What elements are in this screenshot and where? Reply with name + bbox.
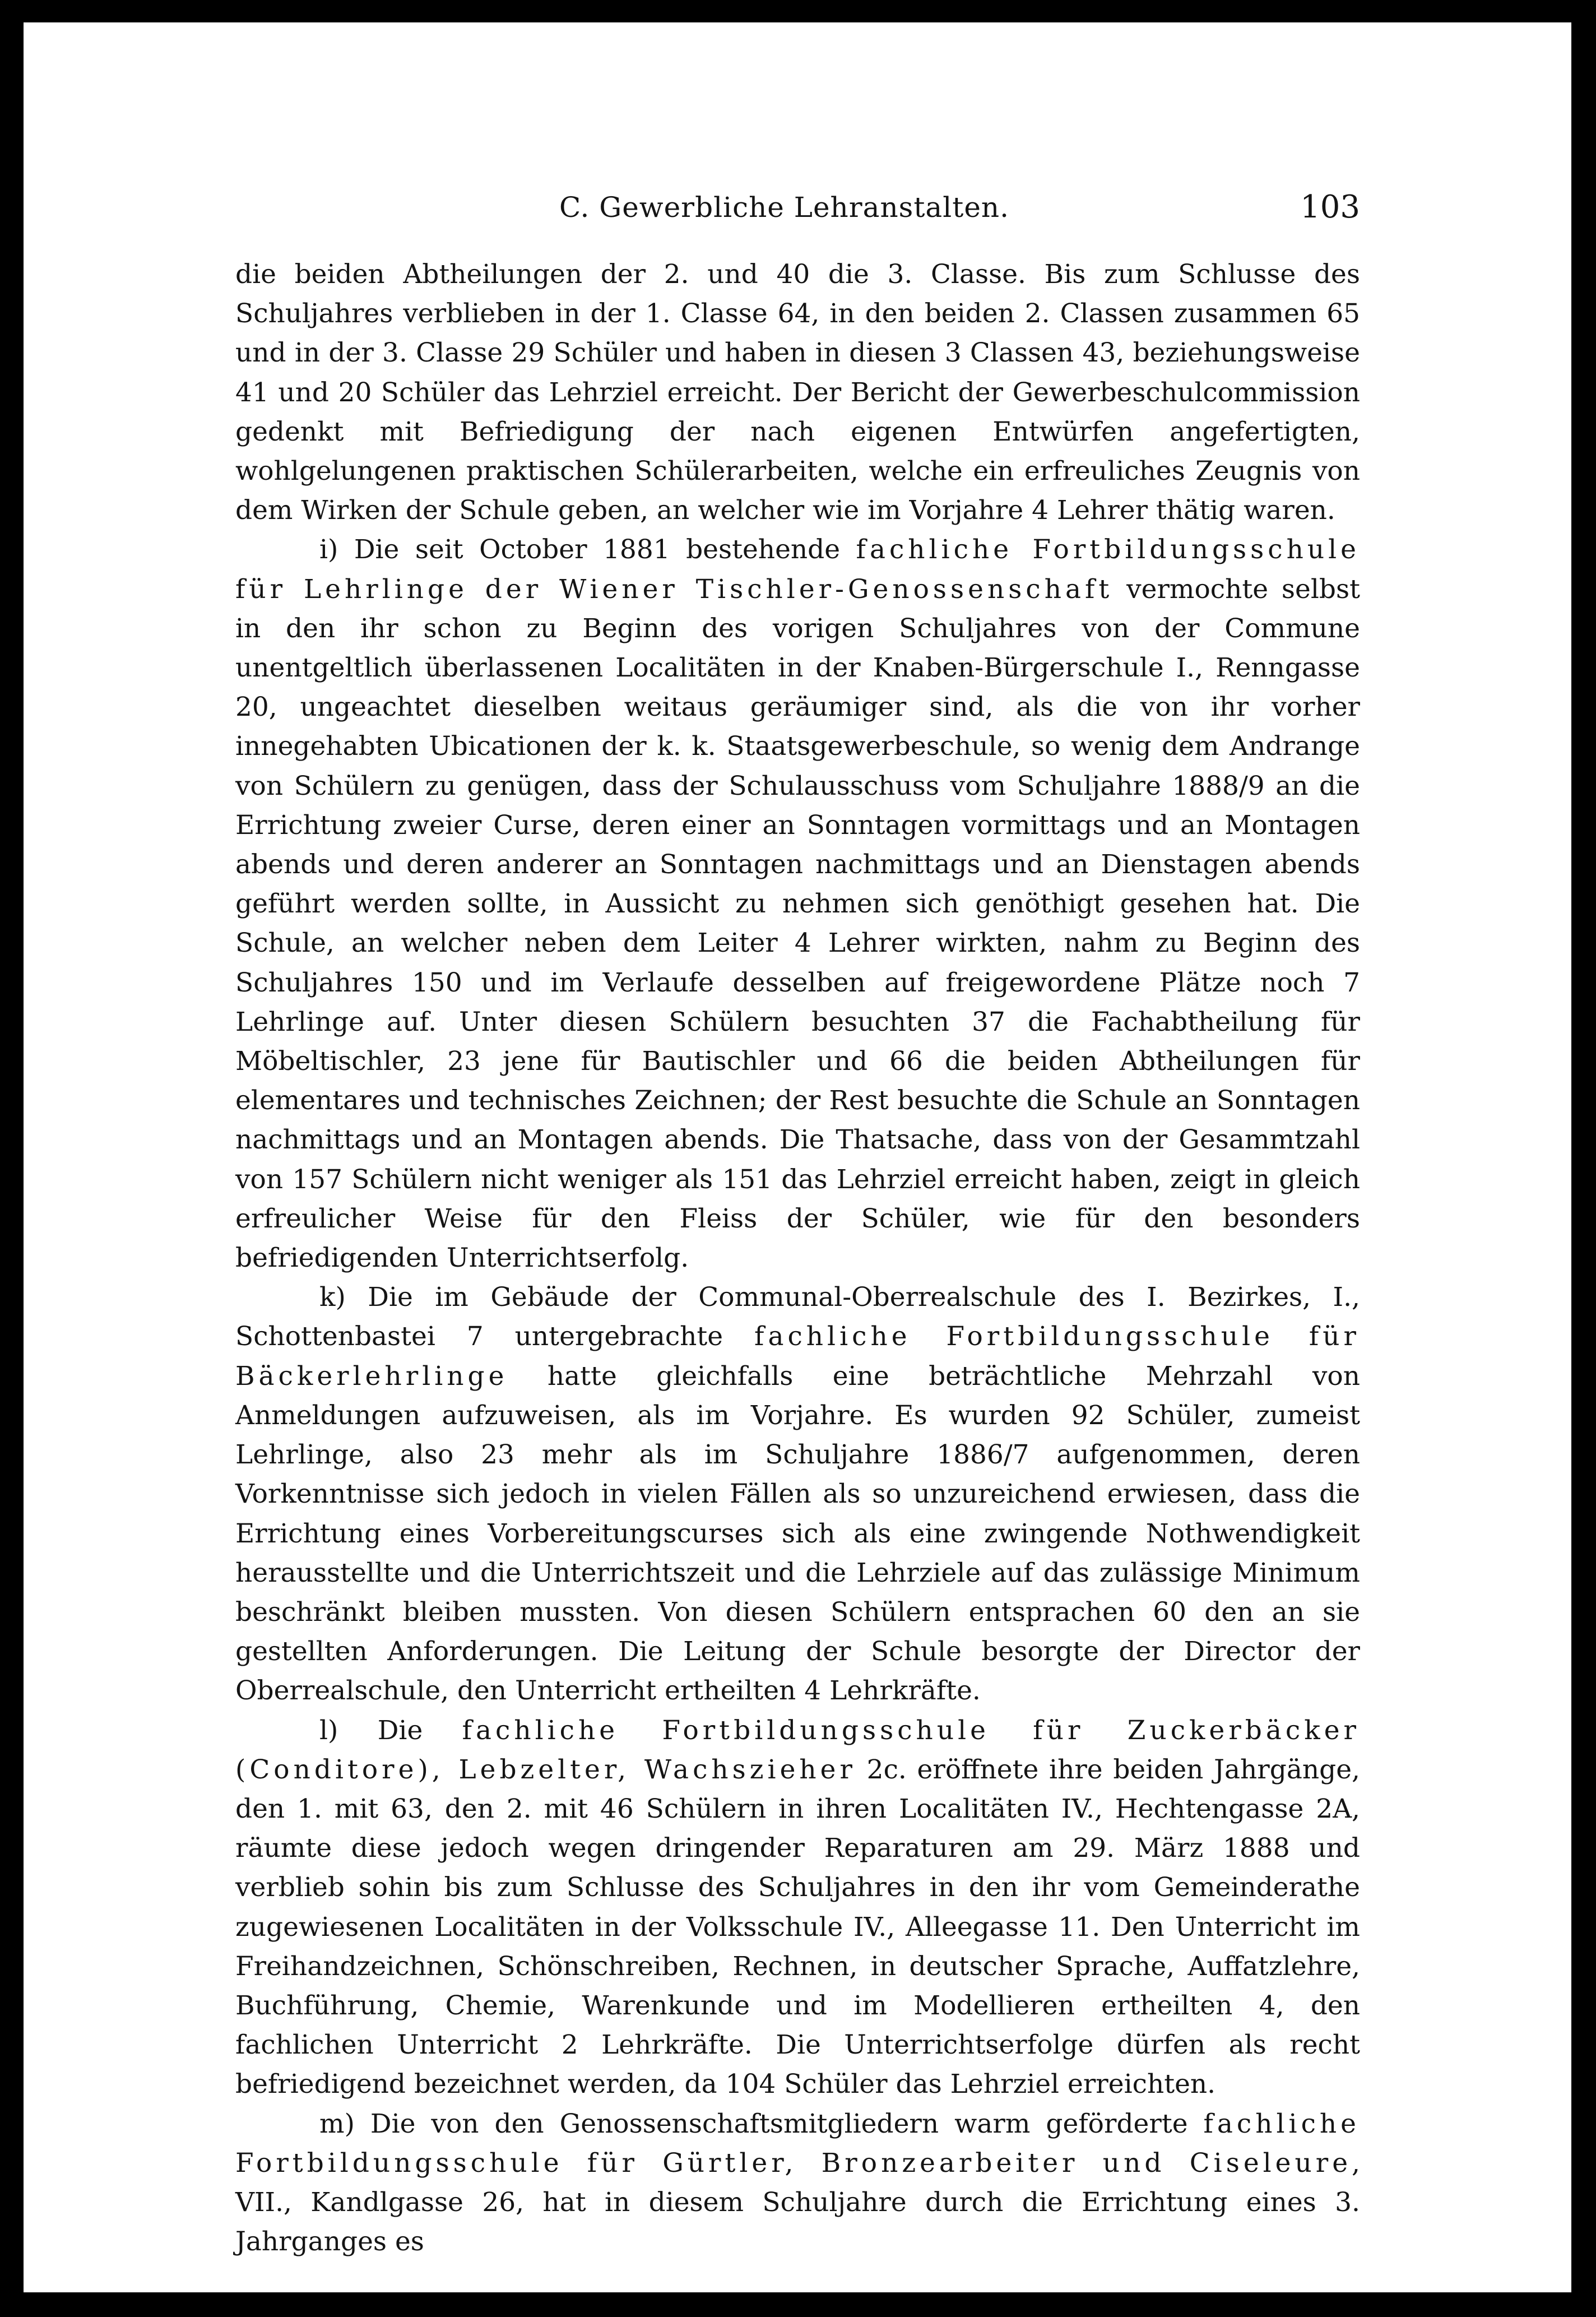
- paragraph-text: die beiden Abtheilungen der 2. und 40 die 3. Classe. Bis zum Schlusse des Schuljahres verblieben in der 1. Classe 64, in den beiden 2. Classen zusammen 65 und in der 3. Classe 29 Schüler und haben in diesen 3 Classen 43, beziehungsweise 41 und 20 Schüler das Lehrziel erreicht. Der Bericht der Gewerbeschulcommission gedenkt mit Befriedigung der nach eigenen Entwürfen angefertigten, wohlgelungenen praktischen Schülerarbeiten, welche ein erfreuliches Zeugnis von dem Wirken der Schule geben, an welcher wie im Vorjahre 4 Lehrer thätig waren.: [235, 259, 1360, 526]
- paragraph-lead: m) Die von den Genossenschaftsmitgliedern warm geförderte: [319, 2108, 1204, 2139]
- paragraph-k-baecker: [235, 1278, 1360, 1711]
- paragraph-rest: 2c. eröffnete ihre beiden Jahrgänge, den 1. mit 63, den 2. mit 46 Schülern in ihren Localitäten IV., Hechtengasse 2A, räumte diese jedoch wegen dringender Reparaturen am 29. März 1888 und verblieb sohin bis zum Schlusse des Schuljahres in den ihr vom Gemeinderathe zugewiesenen Localitäten in der Volksschule IV., Alleegasse 11. Den Unterricht im Freihandzeichnen, Schönschreiben, Rechnen, in deutscher Sprache, Auffatzlehre, Buchführung, Chemie, Warenkunde und im Modellieren ertheilten 4, den fachlichen Unterricht 2 Lehrkräfte. Die Unterrichtserfolge dürfen als recht befriedigend bezeichnet werden, da 104 Schüler das Lehrziel erreichten.: [235, 1754, 1360, 2100]
- paragraph-rest: vermochte selbst in den ihr schon zu Beginn des vorigen Schuljahres von der Commune unentgeltlich überlassenen Localitäten in der Knaben-Bürgerschule I., Renngasse 20, ungeachtet dieselben weitaus geräumiger sind, als die von ihr vorher innegehabten Ubicationen der k. k. Staatsgewerbeschule, so wenig dem Andrange von Schülern zu genügen, dass der Schulausschuss vom Schuljahre 1888/9 an die Errichtung zweier Curse, deren einer an Sonntagen vormittags und an Montagen abends und deren anderer an Sonntagen nachmittags und an Dienstagen abends geführt werden sollte, in Aussicht zu nehmen sich genöthigt gesehen hat. Die Schule, an welcher neben dem Leiter 4 Lehrer wirkten, nahm zu Beginn des Schuljahres 150 und im Verlaufe desselben auf freigewordene Plätze noch 7 Lehrlinge auf. Unter diesen Schülern besuchten 37 die Fachabtheilung für Möbeltischler, 23 jene für Bautischler und 66 die beiden Abtheilungen für elementares und technisches Zeichnen; der Rest besuchte die Schule an Sonntagen nachmittags und an Montagen abends. Die Thatsache, dass von der Gesammtzahl von 157 Schülern nicht weniger als 151 das Lehrziel erreicht haben, zeigt in gleich erfreulicher Weise für den Fleiss der Schüler, wie für den besonders befriedigenden Unterrichtserfolg.: [235, 573, 1360, 1274]
- body-text: [235, 255, 1360, 2262]
- page-number: 103: [1300, 189, 1360, 225]
- paragraph-rest: hatte gleichfalls eine beträchtliche Mehrzahl von Anmeldungen aufzuweisen, als im Vorjahre. Es wurden 92 Schüler, zumeist Lehrlinge, also 23 mehr als im Schuljahre 1886/7 aufgenommen, deren Vorkenntnisse sich jedoch in vielen Fällen als so unzureichend erwiesen, dass die Errichtung eines Vorbereitungscurses sich als eine zwingende Nothwendigkeit herausstellte und die Unterrichtszeit und die Lehrziele auf das zulässige Minimum beschränkt bleiben mussten. Von diesen Schülern entsprachen 60 den an sie gestellten Anforderungen. Die Leitung der Schule besorgte der Director der Oberrealschule, den Unterricht ertheilten 4 Lehrkräfte.: [235, 1360, 1360, 1707]
- school-name-spaced: fachliche Fortbildungsschule für Gürtler, Bronzearbeiter und Ciseleure: [235, 2108, 1360, 2179]
- paragraph-lead: l) Die: [319, 1714, 462, 1746]
- paragraph-l-zuckerbaecker: [235, 1711, 1360, 2105]
- paragraph-continuation: [235, 255, 1360, 530]
- paragraph-lead: i) Die seit October 1881 bestehende: [319, 534, 856, 566]
- paragraph-m-guertler: [235, 2105, 1360, 2262]
- school-name-spaced: fachliche Fortbildungsschule für Lehrlinge der Wiener Tischler-Genossenschaft: [235, 534, 1360, 605]
- running-head: C. Gewerbliche Lehranstalten.: [559, 191, 1009, 224]
- paragraph-lead: k) Die im Gebäude der Communal-Oberrealschule des I. Bezirkes, I., Schottenbastei 7 untergebrachte: [235, 1282, 1360, 1352]
- document-page: [24, 22, 1571, 2292]
- school-name-spaced: fachliche Fortbildungsschule für Zuckerbäcker (Conditore), Lebzelter, Wachszieher: [235, 1714, 1360, 1785]
- paragraph-i-tischler: [235, 530, 1360, 1278]
- page-header: [208, 182, 1360, 233]
- school-name-spaced: fachliche Fortbildungsschule für Bäckerlehrlinge: [235, 1321, 1360, 1392]
- paragraph-rest: , VII., Kandlgasse 26, hat in diesem Schuljahre durch die Errichtung eines 3. Jahrganges es: [235, 2147, 1360, 2258]
